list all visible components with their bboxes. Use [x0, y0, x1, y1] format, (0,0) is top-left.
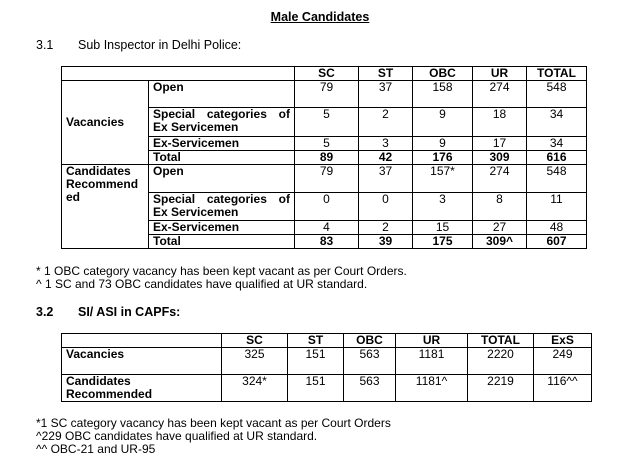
header-blank: [62, 67, 295, 81]
cell: 79: [295, 81, 359, 108]
table-header-row: [62, 334, 592, 348]
section-number: 3.2: [36, 305, 54, 319]
cell: 2220: [468, 348, 534, 375]
table-capfs: [61, 333, 592, 402]
cell: 17: [473, 137, 527, 151]
cell: 309^: [473, 235, 527, 249]
cell: 4: [295, 221, 359, 235]
row-label: Ex-Servicemen: [149, 137, 295, 151]
header-cell: SC: [222, 334, 288, 348]
row-label: Ex-Servicemen: [149, 221, 295, 235]
cell: 5: [295, 137, 359, 151]
candidates-group-label: [62, 165, 149, 249]
cell: 274: [473, 165, 527, 193]
section-3-2-heading: [36, 305, 336, 321]
cell: 79: [295, 165, 359, 193]
cell: 1181^: [396, 375, 468, 402]
vacancies-group-label: Vacancies: [62, 81, 149, 165]
cell: 37: [359, 81, 413, 108]
cell: 2: [359, 221, 413, 235]
cell: 548: [527, 165, 587, 193]
header-cell: ST: [359, 67, 413, 81]
cell: 8: [473, 193, 527, 221]
cell: 37: [359, 165, 413, 193]
header-cell: TOTAL: [468, 334, 534, 348]
cell: 5: [295, 108, 359, 137]
candidates-label-line: ed: [66, 190, 81, 204]
cell: 34: [527, 137, 587, 151]
row-label: Special categories of Ex Servicemen: [149, 108, 295, 137]
cell: 249: [534, 348, 592, 375]
cell: 11: [527, 193, 587, 221]
header-cell: UR: [396, 334, 468, 348]
cell: 309: [473, 151, 527, 165]
table-header-row: [62, 67, 587, 81]
row-label: Vacancies: [62, 348, 222, 375]
header-cell: OBC: [344, 334, 396, 348]
cell: 1181: [396, 348, 468, 375]
table-row: [62, 81, 587, 108]
header-cell: ExS: [534, 334, 592, 348]
page-title: Male Candidates: [270, 10, 370, 24]
cell: 2219: [468, 375, 534, 402]
cell: 27: [473, 221, 527, 235]
section-title: SI/ ASI in CAPFs:: [78, 305, 181, 319]
cell: 39: [359, 235, 413, 249]
header-cell: UR: [473, 67, 527, 81]
row-label: Candidates Recommended: [62, 375, 222, 402]
section-3-1-heading: [36, 38, 336, 54]
candidates-label-line: Recommend: [66, 177, 139, 191]
header-cell: SC: [295, 67, 359, 81]
header-cell: TOTAL: [527, 67, 587, 81]
row-label: Open: [149, 165, 295, 193]
cell: 175: [413, 235, 473, 249]
section-title: Sub Inspector in Delhi Police:: [78, 38, 242, 52]
cell: 9: [413, 108, 473, 137]
cell: 3: [413, 193, 473, 221]
cell: 3: [359, 137, 413, 151]
section-number: 3.1: [36, 38, 54, 52]
cell: 42: [359, 151, 413, 165]
row-label: Special categories of Ex Servicemen: [149, 193, 295, 221]
cell: 324*: [222, 375, 288, 402]
cell: 616: [527, 151, 587, 165]
cell: 83: [295, 235, 359, 249]
cell: 89: [295, 151, 359, 165]
footnote: * 1 OBC category vacancy has been kept vacant as per Court Orders.: [36, 264, 407, 278]
cell: 15: [413, 221, 473, 235]
cell: 0: [359, 193, 413, 221]
row-label: Total: [149, 151, 295, 165]
footnote: ^229 OBC candidates have qualified at UR standard.: [36, 429, 318, 443]
cell: 34: [527, 108, 587, 137]
candidates-label-line: Candidates: [66, 164, 131, 178]
header-blank: [62, 334, 222, 348]
footnote: ^ 1 SC and 73 OBC candidates have qualified at UR standard.: [36, 277, 368, 291]
cell: 607: [527, 235, 587, 249]
cell: 116^^: [534, 375, 592, 402]
cell: 158: [413, 81, 473, 108]
header-cell: OBC: [413, 67, 473, 81]
cell: 325: [222, 348, 288, 375]
cell: 563: [344, 348, 396, 375]
header-cell: ST: [288, 334, 344, 348]
table-row: [62, 165, 587, 193]
row-label: Open: [149, 81, 295, 108]
cell: 0: [295, 193, 359, 221]
cell: 151: [288, 348, 344, 375]
cell: 2: [359, 108, 413, 137]
footnote: ^^ OBC-21 and UR-95: [36, 442, 156, 456]
cell: 151: [288, 375, 344, 402]
table-row: [62, 375, 592, 402]
table-row: [62, 348, 592, 375]
footnote: *1 SC category vacancy has been kept vacant as per Court Orders: [36, 416, 391, 430]
cell: 274: [473, 81, 527, 108]
row-label: Total: [149, 235, 295, 249]
cell: 176: [413, 151, 473, 165]
cell: 9: [413, 137, 473, 151]
cell: 157*: [413, 165, 473, 193]
table-delhi-police: [61, 66, 587, 249]
cell: 18: [473, 108, 527, 137]
cell: 563: [344, 375, 396, 402]
cell: 48: [527, 221, 587, 235]
cell: 548: [527, 81, 587, 108]
